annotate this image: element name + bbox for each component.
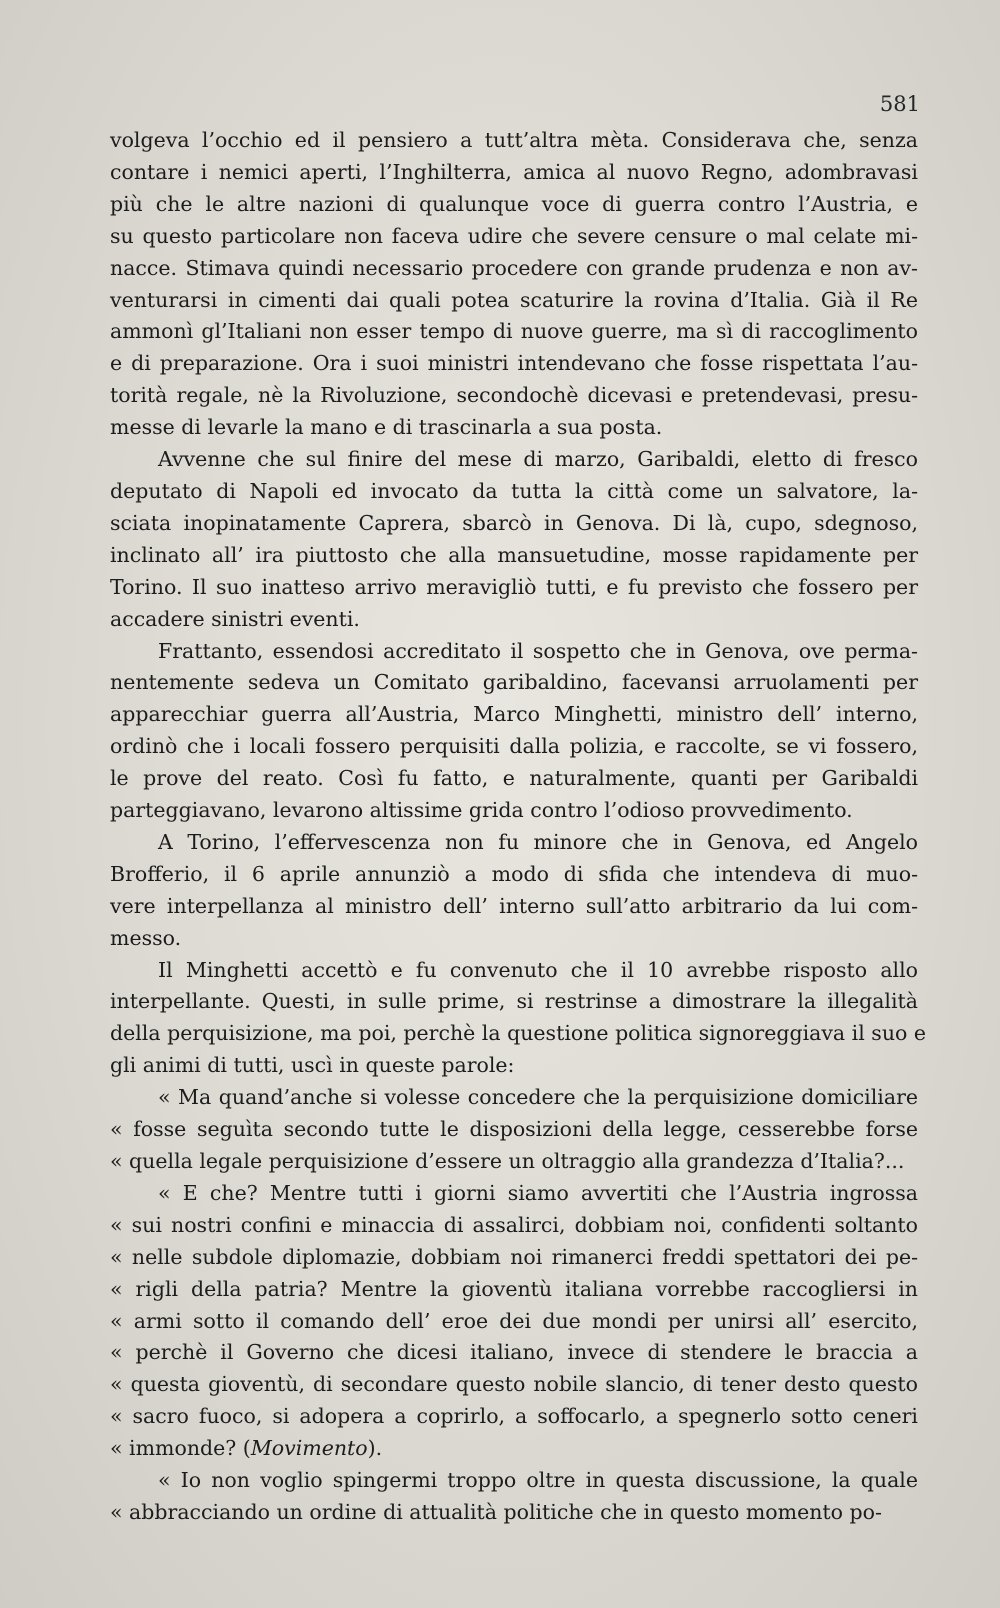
body-text xyxy=(110,125,927,1529)
text-line: messo. xyxy=(110,925,182,950)
text-line: della perquisizione, ma poi, perchè la questione politica signoreggiava il suo e xyxy=(110,1021,927,1046)
text-line xyxy=(110,1433,918,1465)
text-line: torità regale, nè la Rivoluzione, secondochè dicevasi e pretendevasi, presu- xyxy=(110,383,918,408)
text-line: Avvenne che sul finire del mese di marzo, Garibaldi, eletto di fresco xyxy=(158,447,918,472)
text-line: « sacro fuoco, si adopera a coprirlo, a soffocarlo, a spegnerlo sotto ceneri xyxy=(110,1404,918,1429)
quoted-speech-paragraph xyxy=(110,1178,918,1465)
text-line: interpellante. Questi, in sulle prime, si restrinse a dimostrare la illegalità xyxy=(110,989,918,1014)
text-line: ammonì gl’Italiani non esser tempo di nuove guerre, ma sì di raccoglimento xyxy=(110,319,918,344)
text-line: « E che? Mentre tutti i giorni siamo avvertiti che l’Austria ingrossa xyxy=(158,1180,918,1205)
text-line: Il Minghetti accettò e fu convenuto che il 10 avrebbe risposto allo xyxy=(158,957,918,982)
text-line: parteggiavano, levarono altissime grida contro l’odioso provvedimento. xyxy=(110,798,853,823)
text-line: « abbracciando un ordine di attualità politiche che in questo momento po- xyxy=(110,1499,882,1524)
text-line: venturarsi in cimenti dai quali potea scaturire la rovina d’Italia. Già il Re xyxy=(110,287,918,312)
text-line: « sui nostri confini e minaccia di assalirci, dobbiam noi, confidenti soltanto xyxy=(110,1212,918,1237)
text-line: Brofferio, il 6 aprile annunziò a modo di sfida che intendeva di muo- xyxy=(110,861,918,886)
text-line: « Io non voglio spingermi troppo oltre in questa discussione, la quale xyxy=(158,1468,918,1493)
text-line: « rigli della patria? Mentre la gioventù italiana vorrebbe raccogliersi in xyxy=(110,1276,918,1301)
paragraph xyxy=(110,125,918,444)
text-line: le prove del reato. Così fu fatto, e naturalmente, quanti per Garibaldi xyxy=(110,766,918,791)
text-line: messe di levarle la mano e di trascinarla a sua posta. xyxy=(110,415,663,440)
text-line: più che le altre nazioni di qualunque voce di guerra contro l’Austria, e xyxy=(110,191,918,216)
page-number: 581 xyxy=(879,92,920,116)
text-line: A Torino, l’effervescenza non fu minore che in Genova, ed Angelo xyxy=(158,829,918,854)
text-line: Frattanto, essendosi accreditato il sospetto che in Genova, ove perma- xyxy=(158,638,918,663)
text-fragment: ). xyxy=(367,1436,383,1461)
text-line: contare i nemici aperti, l’Inghilterra, amica al nuovo Regno, adombravasi xyxy=(110,159,918,184)
text-line: Torino. Il suo inatteso arrivo meravigliò tutti, e fu previsto che fossero per xyxy=(110,574,918,599)
text-line: « fosse seguìta secondo tutte le disposizioni della legge, cesserebbe forse xyxy=(110,1117,918,1142)
quoted-speech-paragraph xyxy=(110,1465,918,1529)
text-line: apparecchiar guerra all’Austria, Marco Minghetti, ministro dell’ interno, xyxy=(110,702,918,727)
text-line: « nelle subdole diplomazie, dobbiam noi rimanerci freddi spettatori dei pe- xyxy=(110,1244,918,1269)
text-line: e di preparazione. Ora i suoi ministri intendevano che fosse rispettata l’au- xyxy=(110,351,918,376)
italic-stage-direction: Movimento xyxy=(250,1436,368,1461)
text-line: « armi sotto il comando dell’ eroe dei due mondi per unirsi all’ esercito, xyxy=(110,1308,918,1333)
text-line: gli animi di tutti, uscì in queste parole: xyxy=(110,1053,515,1078)
text-line: volgeva l’occhio ed il pensiero a tutt’altra mèta. Considerava che, senza xyxy=(110,128,918,152)
text-line: « questa gioventù, di secondare questo nobile slancio, di tener desto questo xyxy=(110,1372,918,1397)
text-line: « quella legale perquisizione d’essere un oltraggio alla grandezza d’Italia?... xyxy=(110,1149,905,1173)
text-line: « perchè il Governo che dicesi italiano, invece di stendere le braccia a xyxy=(110,1340,918,1365)
paragraph xyxy=(110,955,927,1083)
text-line: su questo particolare non faceva udire che severe censure o mal celate mi- xyxy=(110,223,918,248)
text-line: accadere sinistri eventi. xyxy=(110,606,360,631)
text-fragment: « immonde? ( xyxy=(110,1436,251,1461)
text-line: sciata inopinatamente Caprera, sbarcò in Genova. Di là, cupo, sdegnoso, xyxy=(110,510,918,535)
paragraph xyxy=(110,636,918,827)
text-line: nacce. Stimava quindi necessario procedere con grande prudenza e non av- xyxy=(110,255,918,280)
text-line: vere interpellanza al ministro dell’ interno sull’atto arbitrario da lui com- xyxy=(110,893,918,918)
quoted-speech-paragraph xyxy=(110,1082,918,1178)
text-line: inclinato all’ ira piuttosto che alla mansuetudine, mosse rapidamente per xyxy=(110,542,918,567)
text-line: ordinò che i locali fossero perquisiti dalla polizia, e raccolte, se vi fossero, xyxy=(110,734,918,759)
text-line: « Ma quand’anche si volesse concedere che la perquisizione domiciliare xyxy=(158,1085,918,1110)
paragraph xyxy=(110,444,918,635)
text-line: nentemente sedeva un Comitato garibaldino, facevansi arruolamenti per xyxy=(110,670,918,695)
paragraph xyxy=(110,827,918,955)
text-line: deputato di Napoli ed invocato da tutta la città come un salvatore, la- xyxy=(110,478,918,503)
